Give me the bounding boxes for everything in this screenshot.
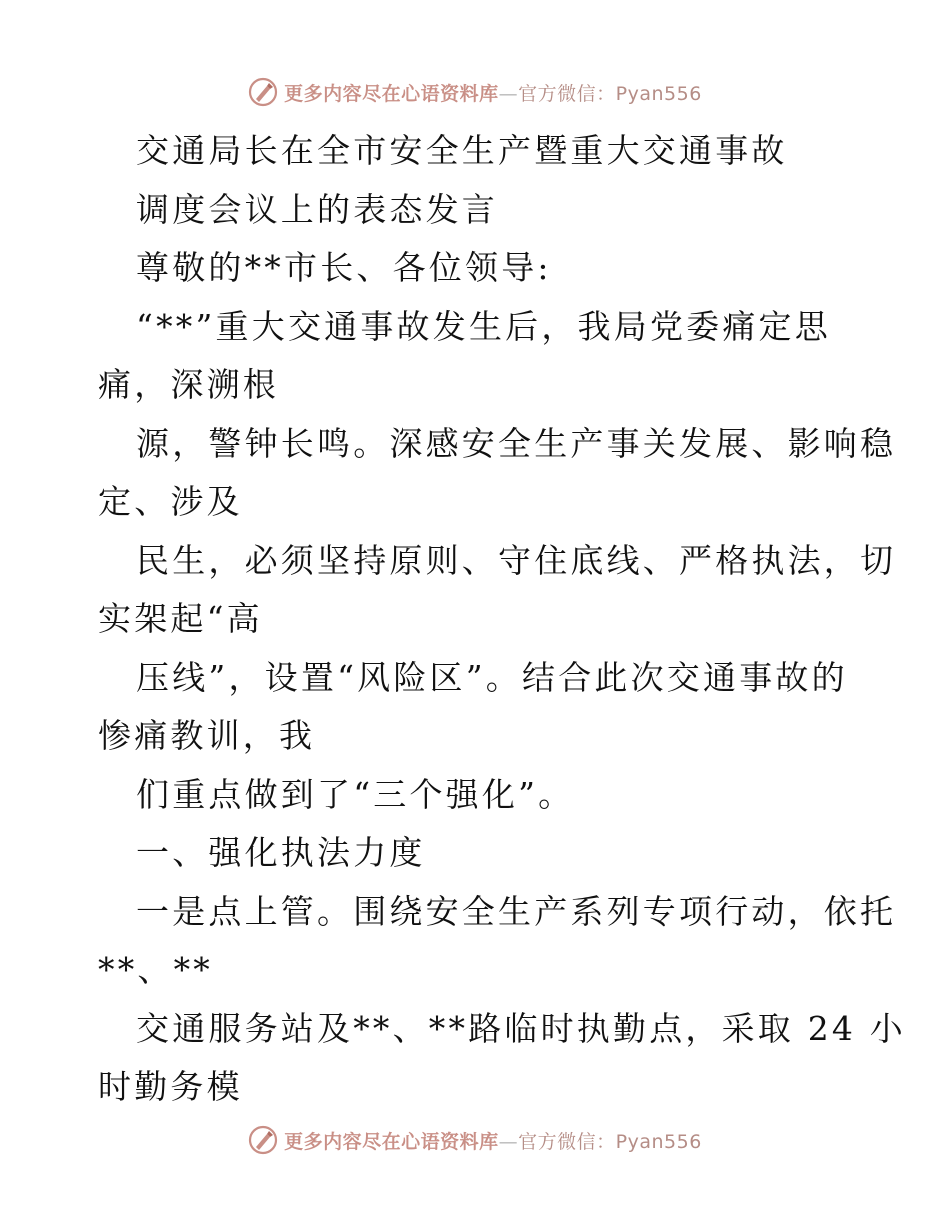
paragraph-line: 源，警钟长鸣。深感安全生产事关发展、影响稳: [136, 423, 897, 463]
pen-logo-icon: [248, 1125, 278, 1155]
title-line-2: 调度会议上的表态发言: [136, 189, 498, 229]
paragraph-line: 时勤务模: [98, 1067, 243, 1106]
watermark-contact: 官方微信：Pyan556: [518, 1130, 702, 1153]
watermark-text: [284, 1127, 702, 1154]
watermark-text: [284, 79, 702, 106]
watermark-site: 更多内容尽在心语资料库: [284, 1130, 499, 1153]
title-line-1: 交通局长在全市安全生产暨重大交通事故: [136, 131, 788, 170]
salutation: 尊敬的**市长、各位领导:: [136, 248, 552, 287]
watermark-dash: —: [498, 1130, 519, 1153]
watermark-site: 更多内容尽在心语资料库: [284, 82, 499, 105]
watermark-header: [0, 72, 950, 112]
document-body: [98, 122, 906, 1117]
paragraph-line: **、**: [98, 950, 213, 989]
paragraph-line: 痛，深溯根: [98, 365, 279, 404]
paragraph-line: 惨痛教训，我: [98, 716, 316, 755]
paragraph-line: 实架起“高: [98, 599, 263, 638]
watermark-contact: 官方微信：Pyan556: [518, 82, 702, 105]
watermark-dash: —: [498, 82, 519, 105]
paragraph-line: 交通服务站及**、**路临时执勤点，采取 24 小: [136, 1008, 906, 1048]
paragraph-line: 一是点上管。围绕安全生产系列专项行动，依托: [136, 891, 897, 931]
pen-logo-icon: [248, 77, 278, 107]
paragraph-line: 民生，必须坚持原则、守住底线、严格执法，切: [136, 540, 897, 580]
paragraph-line: “**”重大交通事故发生后，我局党委痛定思: [136, 306, 831, 346]
paragraph-line: 们重点做到了“三个强化”。: [136, 774, 575, 814]
paragraph-line: 压线”，设置“风险区”。结合此次交通事故的: [136, 657, 848, 697]
paragraph-line: 定、涉及: [98, 482, 243, 521]
section-heading: 一、强化执法力度: [136, 833, 426, 872]
watermark-footer: [0, 1120, 950, 1160]
